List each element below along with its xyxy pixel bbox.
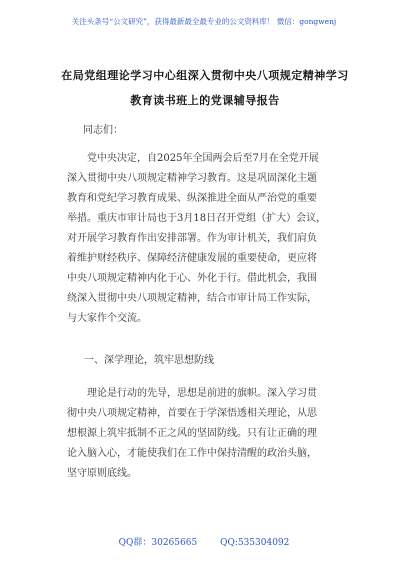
paragraph-line: 与大家作个交流。 [67, 313, 147, 324]
footer-contact [0, 535, 408, 548]
document-title-line-1: 在局党组理论学习中心组深入贯彻中央八项规定精神学习 [61, 69, 349, 82]
paragraph-line: 教育和党纪学习教育成果、纵深推进全面从严治党的重要 [67, 193, 317, 204]
header-promo-note: 关注头条号“公文研究”，获得最新最全最专业的公文资料库！ 微信：gongwenj [71, 17, 337, 26]
paragraph-line: 彻中央八项规定精神，首要在于学深悟透相关理论，从思 [67, 408, 317, 419]
paragraph-2 [67, 384, 357, 484]
paragraph-1 [67, 149, 357, 329]
paragraph-line: 论入脑入心，才能使我们在工作中保持清醒的政治头脑， [67, 448, 317, 459]
footer-qq-number: QQ:535304092 [220, 538, 290, 548]
footer-qq-group: QQ群：30265665 [118, 538, 198, 548]
paragraph-line: 举措。重庆市审计局也于3月18日召开党组（扩大）会议， [67, 213, 327, 224]
paragraph-line: 想根源上筑牢抵制不正之风的坚固防线。只有让正确的理 [67, 428, 317, 439]
paragraph-line: 坚守原则底线。 [67, 468, 137, 479]
paragraph-line: 党中央决定，自2025年全国两会后至7月在全党开展 [87, 153, 319, 164]
paragraph-line: 绕深入贯彻中央八项规定精神，结合市审计局工作实际， [67, 293, 317, 304]
paragraph-line: 中央八项规定精神内化于心、外化于行。借此机会，我围 [67, 273, 317, 284]
section-heading-1: 一、深学理论，筑牢思想防线 [84, 355, 214, 366]
salutation: 同志们： [83, 125, 123, 136]
paragraph-line: 理论是行动的先导，思想是前进的旗帜。深入学习贯 [87, 388, 317, 399]
document-title-line-2: 教育读书班上的党课辅导报告 [130, 94, 280, 107]
paragraph-line: 着维护财经秩序、保障经济健康发展的重要使命，更应将 [67, 253, 317, 264]
paragraph-line: 深入贯彻中央八项规定精神学习教育。这是巩固深化主题 [67, 173, 317, 184]
paragraph-line: 对开展学习教育作出安排部署。作为审计机关，我们肩负 [67, 233, 317, 244]
